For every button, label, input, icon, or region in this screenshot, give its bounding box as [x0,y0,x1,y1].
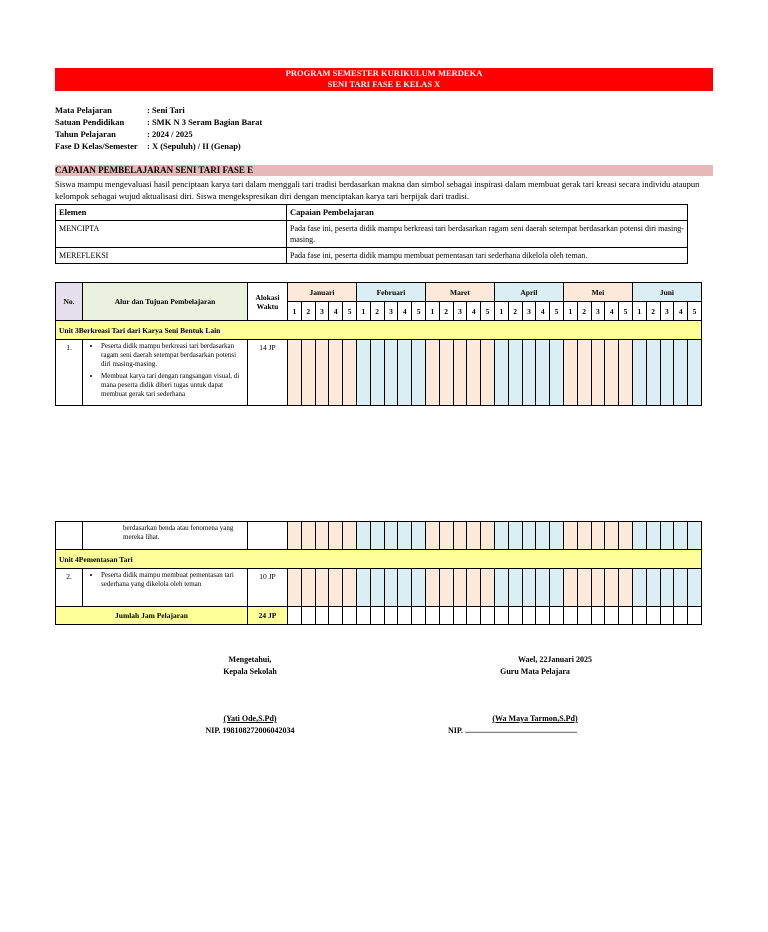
week-cell [425,607,439,625]
week-number: 3 [591,302,605,321]
week-number: 2 [577,302,591,321]
week-cell [494,569,508,607]
week-number: 4 [605,302,619,321]
week-number: 4 [329,302,343,321]
row-no: 1. [56,340,83,406]
week-cell [577,569,591,607]
week-cell [356,340,370,406]
elemen-table [55,204,688,264]
total-label: Jumlah Jam Pelajaran [56,607,248,625]
week-cell [688,569,702,607]
week-number: 3 [660,302,674,321]
week-cell [370,607,384,625]
month-header: Februari [356,283,425,302]
week-cell [315,607,329,625]
week-cell [646,340,660,406]
info-row-class: Fase D Kelas/Semester : X (Sepuluh) / II (Genap) [55,141,241,151]
week-cell [453,607,467,625]
week-cell [536,522,550,550]
capaian-header: Capaian Pembelajaran [287,205,688,221]
week-cell [425,340,439,406]
teacher-nip: NIP. ........................................................ [448,726,578,735]
week-cell [563,340,577,406]
week-cell [398,569,412,607]
week-number: 5 [688,302,702,321]
signature-left-name [180,713,320,737]
week-cell [315,522,329,550]
schedule-table [55,282,702,406]
week-cell [619,340,633,406]
schedule-table-continued [55,521,702,625]
week-cell [481,569,495,607]
week-cell [522,522,536,550]
week-number: 5 [343,302,357,321]
week-cell [356,569,370,607]
week-cell [674,607,688,625]
week-cell [522,607,536,625]
week-cell [619,569,633,607]
week-cell [343,607,357,625]
week-number: 4 [536,302,550,321]
alur-bullet: • Peserta didik mampu membuat pementasan tari sederhana yang dikelola oleh teman [101,571,244,589]
week-cell [632,607,646,625]
week-number: 3 [315,302,329,321]
week-cell [646,522,660,550]
week-cell [591,569,605,607]
week-cell [632,340,646,406]
week-cell [660,569,674,607]
week-number: 2 [646,302,660,321]
week-number: 5 [619,302,633,321]
elemen-cell: MEREFLEKSI [56,248,287,264]
elemen-header: Elemen [56,205,287,221]
week-cell [384,607,398,625]
week-cell [605,569,619,607]
row-no-empty [56,522,83,550]
alur-cell [83,340,248,406]
week-cell [439,569,453,607]
week-number: 5 [481,302,495,321]
week-number: 3 [522,302,536,321]
alokasi-header: Alokasi Waktu [248,283,288,321]
week-cell [494,340,508,406]
week-cell [688,340,702,406]
week-number: 2 [439,302,453,321]
week-cell [439,522,453,550]
week-number: 1 [494,302,508,321]
week-cell [494,607,508,625]
week-cell [605,340,619,406]
month-header: Mei [563,283,632,302]
week-cell [288,569,302,607]
week-cell [425,569,439,607]
week-cell [412,340,426,406]
week-cell [356,607,370,625]
week-cell [550,340,564,406]
week-cell [467,522,481,550]
week-number: 1 [356,302,370,321]
week-cell [660,340,674,406]
alur-bullet: • Membuat karya tari dengan rangsangan visual, di mana peserta didik diberi tugas untuk dapat membuat gerak tari sederhana [101,372,244,399]
week-cell [384,522,398,550]
week-cell [467,607,481,625]
week-cell [481,607,495,625]
week-cell [467,340,481,406]
table-row [56,340,702,406]
week-cell [439,340,453,406]
week-cell [453,340,467,406]
week-cell [591,607,605,625]
teacher-name: (Wa Maya Tarmon,S.Pd) [492,714,578,723]
capaian-heading: CAPAIAN PEMBELAJARAN SENI TARI FASE E [55,165,713,176]
alokasi-value: 14 JP [248,340,288,406]
alokasi-value: 10 JP [248,569,288,607]
week-cell [550,522,564,550]
week-cell [467,569,481,607]
week-cell [370,522,384,550]
week-cell [329,340,343,406]
week-cell [370,340,384,406]
week-cell [550,569,564,607]
total-row [56,607,702,625]
elemen-cell: MENCIPTA [56,221,287,248]
week-number: 1 [632,302,646,321]
week-number: 1 [288,302,302,321]
week-cell [660,522,674,550]
week-cell [301,569,315,607]
week-cell [301,340,315,406]
week-cell [398,607,412,625]
unit-3-label: Unit 3Berkreasi Tari dari Karya Seni Bentuk Lain [56,321,702,340]
week-number: 2 [370,302,384,321]
alur-cell [83,569,248,607]
week-cell [646,569,660,607]
table-row [56,569,702,607]
week-cell [522,340,536,406]
week-cell [425,522,439,550]
info-row-year: Tahun Pelajaran : 2024 / 2025 [55,129,193,139]
info-row-school: Satuan Pendidikan : SMK N 3 Seram Bagian Barat [55,117,263,127]
week-cell [301,522,315,550]
week-cell [688,607,702,625]
week-number: 3 [384,302,398,321]
week-cell [453,522,467,550]
week-cell [632,522,646,550]
week-cell [370,569,384,607]
week-cell [632,569,646,607]
week-cell [674,569,688,607]
week-cell [356,522,370,550]
week-cell [439,607,453,625]
week-cell [494,522,508,550]
info-row-subject: Mata Pelajaran : Seni Tari [55,105,185,115]
info-block [55,104,262,152]
no-header: No. [56,283,83,321]
week-cell [384,569,398,607]
week-cell [384,340,398,406]
week-cell [329,522,343,550]
capaian-cell: Pada fase ini, peserta didik mampu membuat pementasan tari sederhana dikelola oleh teman. [287,248,688,264]
principal-name: (Yati Ode,S.Pd) [223,714,277,723]
total-value: 24 JP [248,607,288,625]
week-cell [301,607,315,625]
week-cell [563,522,577,550]
week-cell [329,569,343,607]
week-cell [453,569,467,607]
week-cell [536,340,550,406]
week-cell [577,607,591,625]
week-cell [619,522,633,550]
week-cell [674,340,688,406]
month-header: Januari [288,283,357,302]
week-cell [288,340,302,406]
week-cell [288,522,302,550]
week-cell [343,569,357,607]
week-number: 1 [425,302,439,321]
week-cell [605,522,619,550]
week-cell [674,522,688,550]
unit-4-label: Unit 4Pementasan Tari [56,550,702,569]
week-cell [329,607,343,625]
week-cell [508,340,522,406]
capaian-cell: Pada fase ini, peserta didik mampu berkreasi tari berdasarkan ragam seni daerah setempat berdasarkan potensi diri masing-masing. [287,221,688,248]
week-cell [412,569,426,607]
week-cell [577,340,591,406]
week-cell [522,569,536,607]
week-cell [536,607,550,625]
week-number: 4 [398,302,412,321]
week-cell [550,607,564,625]
week-number: 4 [674,302,688,321]
week-number: 2 [508,302,522,321]
week-cell [508,522,522,550]
signature-right-name [440,713,610,737]
week-cell [481,340,495,406]
table-row [56,522,702,550]
month-header: Juni [632,283,701,302]
week-cell [508,569,522,607]
signature-left: Mengetahui, Kepala Sekolah [223,655,277,676]
title-line-2: SENI TARI FASE E KELAS X [327,79,441,89]
week-cell [577,522,591,550]
title-line-1: PROGRAM SEMESTER KURIKULUM MERDEKA [285,68,483,78]
week-number: 4 [467,302,481,321]
week-cell [343,522,357,550]
week-cell [343,340,357,406]
alur-header: Alur dan Tujuan Pembelajaran [83,283,248,321]
principal-nip: NIP. 198108272006042034 [205,726,295,735]
alur-continued: berdasarkan benda atau fenomena yang mereka lihat. [83,522,248,550]
row-no: 2. [56,569,83,607]
week-cell [688,522,702,550]
week-number: 5 [412,302,426,321]
month-header: Maret [425,283,494,302]
week-cell [619,607,633,625]
week-cell [315,340,329,406]
capaian-description: Siswa mampu mengevaluasi hasil penciptaan karya tari dalam menggali tari tradisi berdasarkan makna dan simbol sebagai inspirasi dalam membuat gerak tari kreasi secara individu ataupun kelompok sebagai wujud aktualisasi diri. Siswa mengekspresikan diri dengan menciptakan karya tari berpijak dari tradisi. [55,179,700,201]
alokasi-empty [248,522,288,550]
week-cell [646,607,660,625]
week-cell [481,522,495,550]
week-cell [563,607,577,625]
week-cell [398,340,412,406]
signature-right: Wael, 22Januari 2025 Guru Mata Pelajara [500,655,592,676]
week-cell [315,569,329,607]
week-cell [563,569,577,607]
week-cell [536,569,550,607]
week-cell [591,522,605,550]
week-number: 5 [550,302,564,321]
week-cell [412,607,426,625]
week-cell [508,607,522,625]
week-cell [288,607,302,625]
alur-bullet: • Peserta didik mampu berkreasi tari berdasarkan ragam seni daerah setempat berdasarkan potensi diri masing-masing. [101,342,244,369]
week-cell [412,522,426,550]
week-cell [605,607,619,625]
week-number: 1 [563,302,577,321]
week-cell [591,340,605,406]
week-cell [398,522,412,550]
document-title [55,68,713,91]
week-number: 2 [301,302,315,321]
month-header: April [494,283,563,302]
week-cell [660,607,674,625]
week-number: 3 [453,302,467,321]
